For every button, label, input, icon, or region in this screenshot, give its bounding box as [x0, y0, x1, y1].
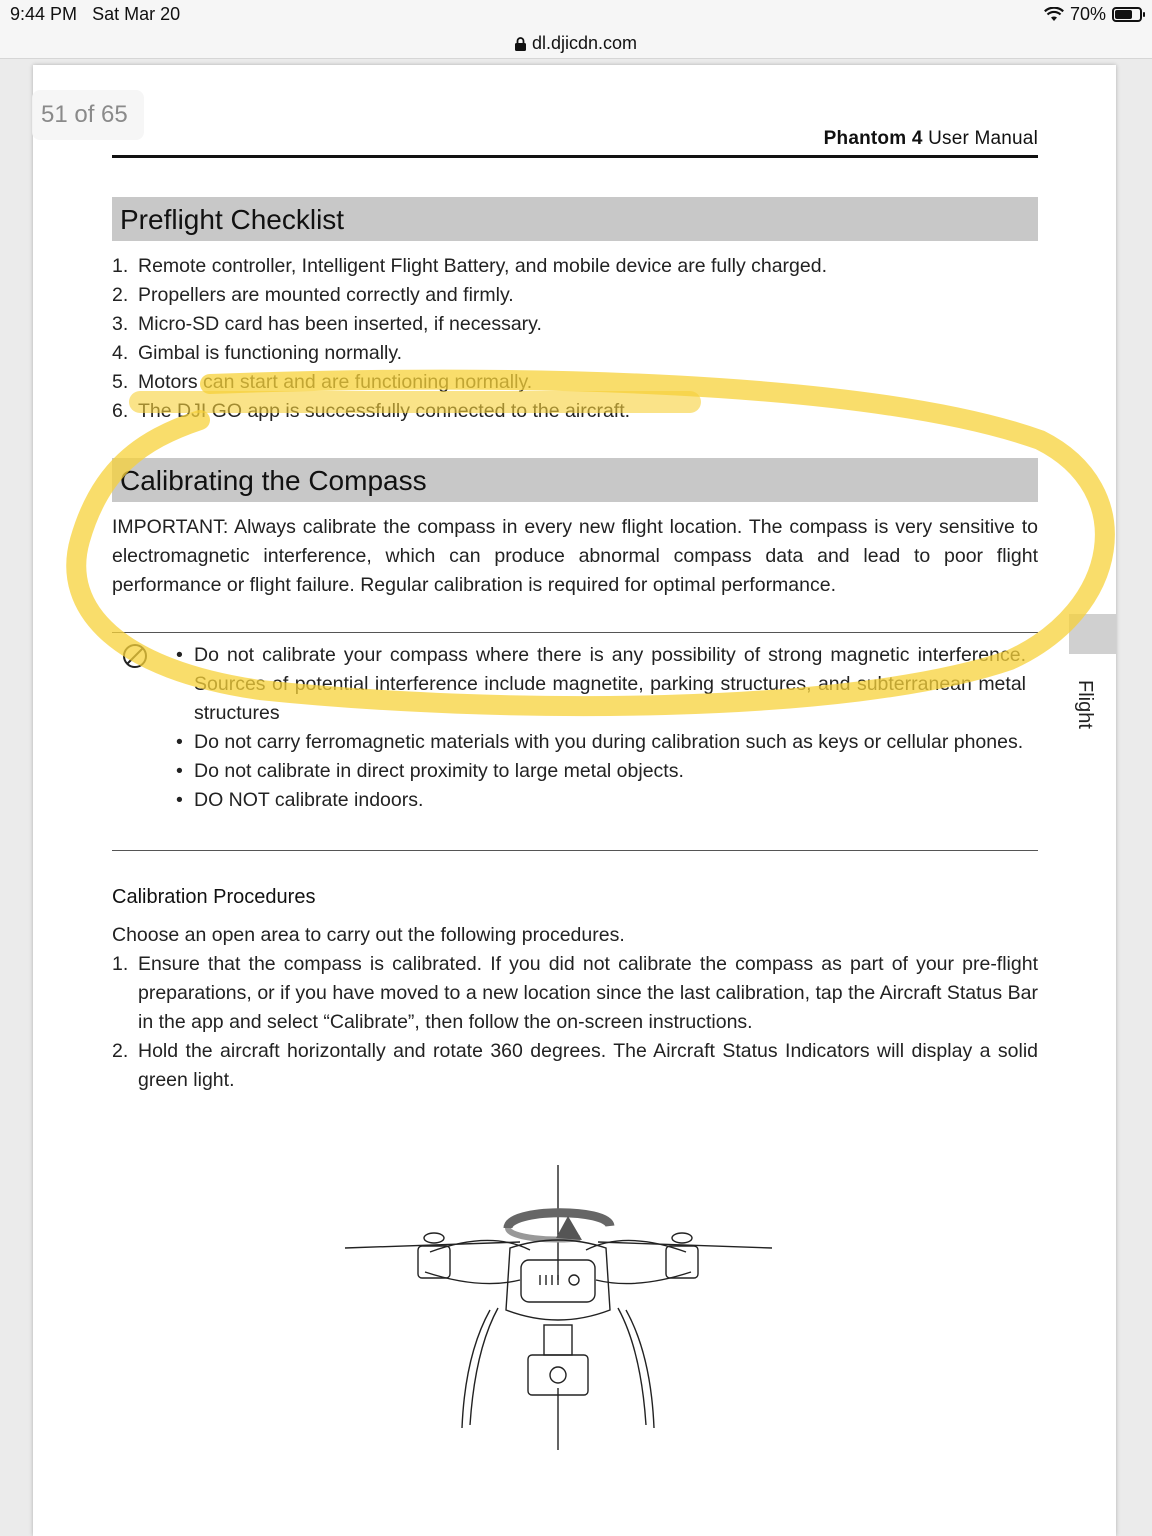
warning-list	[174, 641, 1026, 815]
item-text: Propellers are mounted correctly and firmly.	[138, 284, 514, 306]
warning-top-rule	[112, 632, 1038, 633]
status-date: Sat Mar 20	[92, 4, 181, 24]
list-item	[112, 339, 827, 368]
procedures-heading: Calibration Procedures	[112, 886, 316, 908]
item-number: 6.	[112, 400, 129, 422]
item-text: Motors can start and are functioning normally.	[138, 371, 533, 393]
battery-fill	[1115, 10, 1132, 19]
bullet: •	[176, 644, 183, 666]
status-indicators	[1044, 4, 1142, 25]
item-number: 3.	[112, 313, 129, 335]
status-clock: 9:44 PM	[10, 4, 78, 24]
procedures-intro: Choose an open area to carry out the following procedures.	[112, 924, 625, 946]
warning-text: Do not calibrate in direct proximity to large metal objects.	[194, 760, 684, 782]
compass-heading: Calibrating the Compass	[112, 458, 1038, 502]
list-item	[112, 950, 1038, 1037]
warning-bottom-rule	[112, 850, 1038, 851]
important-paragraph: IMPORTANT: Always calibrate the compass in every new flight location. The compass is very sensitive to electromagnetic interference, which can produce abnormal compass data and lead to poor flight performance or flight failure. Regular calibration is required for optimal performance.	[112, 516, 1038, 596]
item-number: 1.	[112, 953, 129, 975]
address-bar[interactable]	[0, 28, 1152, 59]
list-item	[112, 310, 827, 339]
drone-illustration	[330, 1160, 790, 1460]
page-counter: 51 of 65	[32, 90, 144, 140]
warning-item	[174, 728, 1026, 757]
preflight-list	[112, 252, 827, 426]
header-suffix: User Manual	[928, 128, 1038, 149]
list-item	[112, 397, 827, 426]
item-number: 5.	[112, 371, 129, 393]
item-number: 4.	[112, 342, 129, 364]
doc-header	[824, 128, 1038, 150]
prohibited-icon	[122, 643, 148, 669]
header-rule	[112, 155, 1038, 158]
battery-percent: 70%	[1069, 4, 1106, 24]
battery-icon	[1112, 7, 1142, 22]
list-item	[112, 368, 827, 397]
item-number: 1.	[112, 255, 129, 277]
warning-text: Do not carry ferromagnetic materials with you during calibration such as keys or cellular phones.	[194, 731, 1024, 753]
bullet: •	[176, 789, 183, 811]
list-item	[112, 252, 827, 281]
preflight-heading: Preflight Checklist	[112, 197, 1038, 241]
side-tab	[1069, 614, 1116, 654]
procedures-list	[112, 950, 1038, 1095]
item-number: 2.	[112, 1040, 129, 1062]
item-text: Remote controller, Intelligent Flight Battery, and mobile device are fully charged.	[138, 255, 827, 277]
side-tab-label: Flight	[1074, 680, 1096, 729]
warning-item	[174, 786, 1026, 815]
item-text: Gimbal is functioning normally.	[138, 342, 403, 364]
wifi-icon	[1044, 7, 1064, 22]
item-text: The DJI GO app is successfully connected to the aircraft.	[138, 400, 631, 422]
warning-text: Do not calibrate your compass where there is any possibility of strong magnetic interference. Sources of potential interference include magnetite, parking structures, and subterranean metal structures	[194, 644, 1026, 724]
item-text: Hold the aircraft horizontally and rotate 360 degrees. The Aircraft Status Indicators will display a solid green light.	[138, 1040, 1038, 1091]
list-item	[112, 1037, 1038, 1095]
status-bar	[0, 0, 1152, 30]
bullet: •	[176, 760, 183, 782]
status-time	[10, 4, 180, 25]
bullet: •	[176, 731, 183, 753]
lock-icon	[515, 37, 526, 51]
warning-item	[174, 641, 1026, 728]
header-brand: Phantom 4	[823, 128, 923, 149]
warning-text: DO NOT calibrate indoors.	[194, 789, 424, 811]
url-text: dl.djicdn.com	[531, 32, 638, 53]
item-number: 2.	[112, 284, 129, 306]
item-text: Ensure that the compass is calibrated. If you did not calibrate the compass as part of your pre-flight preparations, or if you have moved to a new location since the last calibration, tap the Aircraft Status Bar in the app and select “Calibrate”, then follow the on-screen instructions.	[138, 953, 1038, 1033]
item-text: Micro-SD card has been inserted, if necessary.	[138, 313, 542, 335]
list-item	[112, 281, 827, 310]
warning-item	[174, 757, 1026, 786]
